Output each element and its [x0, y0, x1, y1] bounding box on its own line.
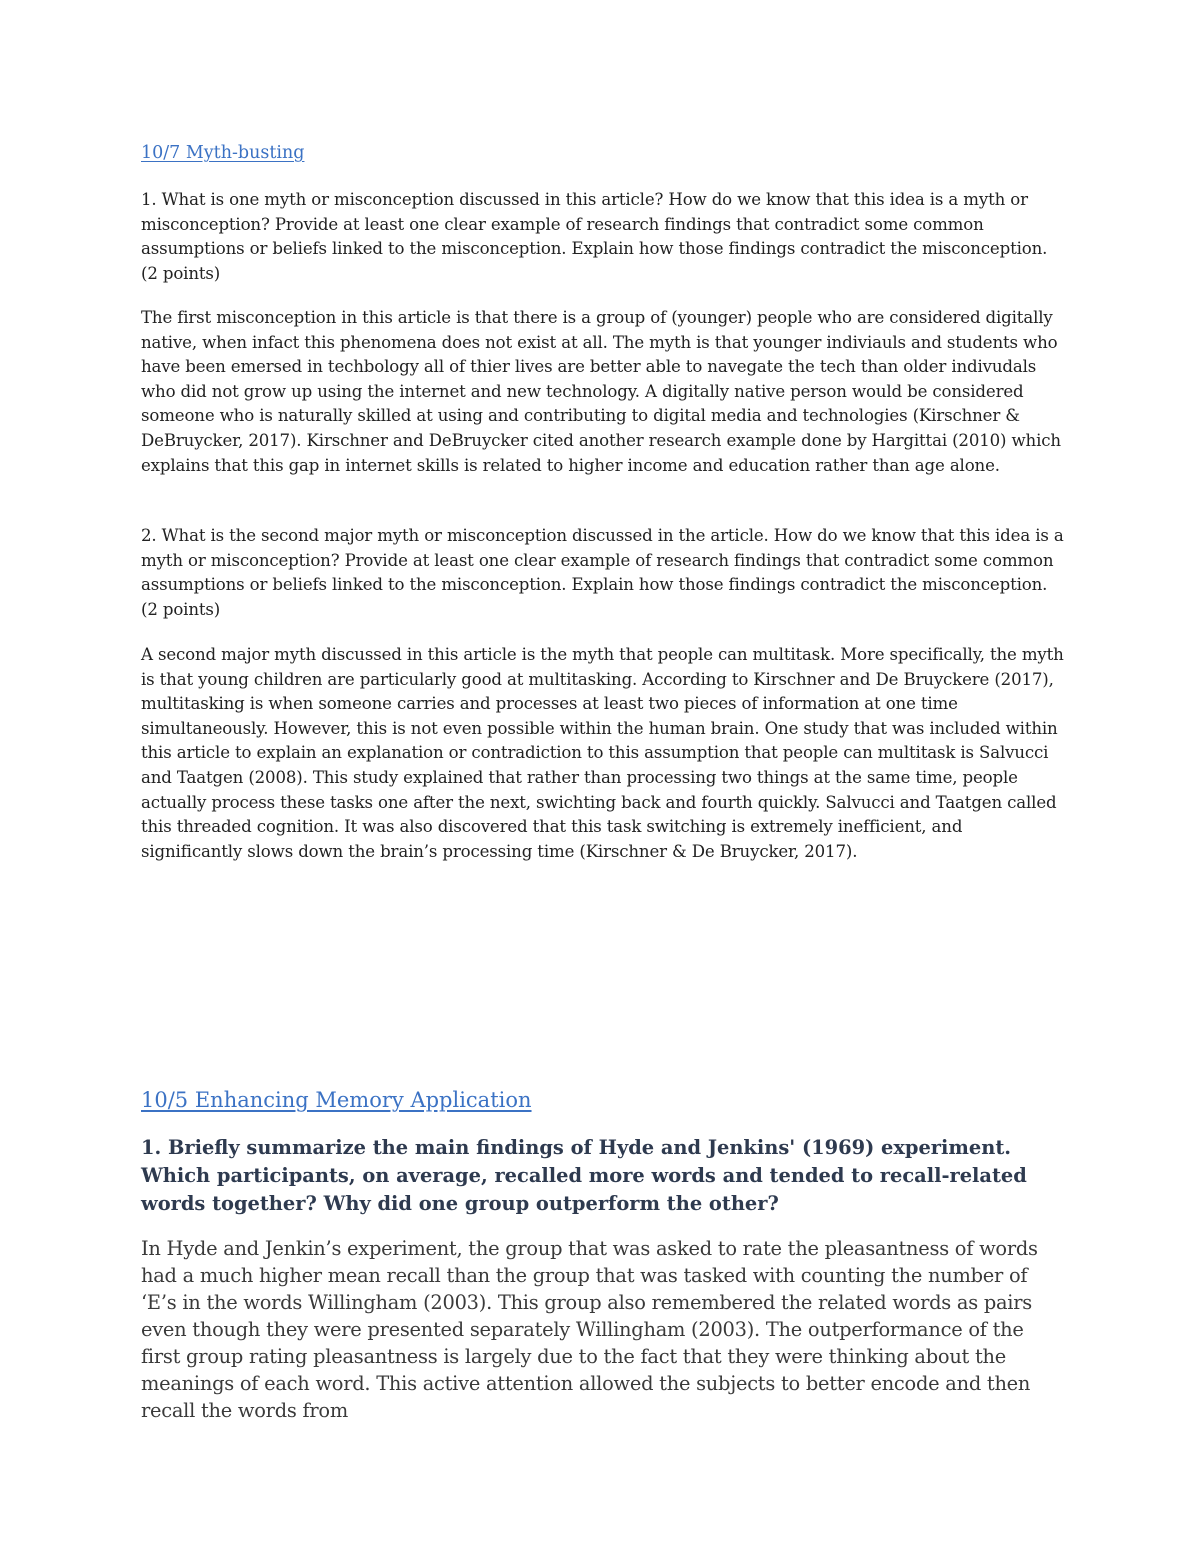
enhancing-memory-heading-link[interactable]: 10/5 Enhancing Memory Application	[141, 1088, 532, 1112]
memory-answer-1: In Hyde and Jenkin’s experiment, the group that was asked to rate the pleasantness of words had a much higher mean recall than the group that was tasked with counting the number of ‘E’s in the words Willingham (2003). This group also remembered the related words as pairs even though they were presented separately Willingham (2003). The outperformance of the first group rating pleasantness is largely due to the fact that they were thinking about the meanings of each word. This active attention allowed the subjects to better encode and then recall the words from	[141, 1237, 1038, 1422]
myth-question-2: 2. What is the second major myth or misconception discussed in the article. How do we know that this idea is a myth or misconception? Provide at least one clear example of research findings that contradict some common assumptions or beliefs linked to the misconception. Explain how those findings contradict the misconception. (2 points)	[141, 526, 1064, 619]
myth-question-1: 1. What is one myth or misconception discussed in this article? How do we know that this idea is a myth or misconception? Provide at least one clear example of research findings that contradict some common assumptions or beliefs linked to the misconception. Explain how those findings contradict the misconception. (2 points)	[141, 190, 1048, 283]
myth-answer-2: A second major myth discussed in this article is the myth that people can multitask. More specifically, the myth is that young children are particularly good at multitasking. According to Kirschner and De Bruyckere (2017), multitasking is when someone carries and processes at least two pieces of information at one time simultaneously. However, this is not even possible within the human brain. One study that was included within this article to explain an explanation or contradiction to this assumption that people can multitask is Salvucci and Taatgen (2008). This study explained that rather than processing two things at the same time, people actually process these tasks one after the next, swichting back and fourth quickly. Salvucci and Taatgen called this threaded cognition. It was also discovered that this task switching is extremely inefficient, and significantly slows down the brain’s processing time (Kirschner & De Bruycker, 2017).	[141, 645, 1064, 861]
myth-busting-heading-link[interactable]: 10/7 Myth-busting	[141, 143, 305, 163]
memory-question-1: 1. Briefly summarize the main findings of Hyde and Jenkins' (1969) experiment. Which participants, on average, recalled more words and tended to recall-related words together? Why did one group outperform the other?	[141, 1136, 1027, 1215]
myth-answer-1: The first misconception in this article is that there is a group of (younger) people who are considered digitally native, when infact this phenomena does not exist at all. The myth is that younger indiviauls and students who have been emersed in techbology all of thier lives are better able to navegate the tech than older indivudals who did not grow up using the internet and new technology. A digitally native person would be considered someone who is naturally skilled at using and contributing to digital media and technologies (Kirschner & DeBruycker, 2017). Kirschner and DeBruycker cited another research example done by Hargittai (2010) which explains that this gap in internet skills is related to higher income and education rather than age alone.	[141, 308, 1061, 475]
